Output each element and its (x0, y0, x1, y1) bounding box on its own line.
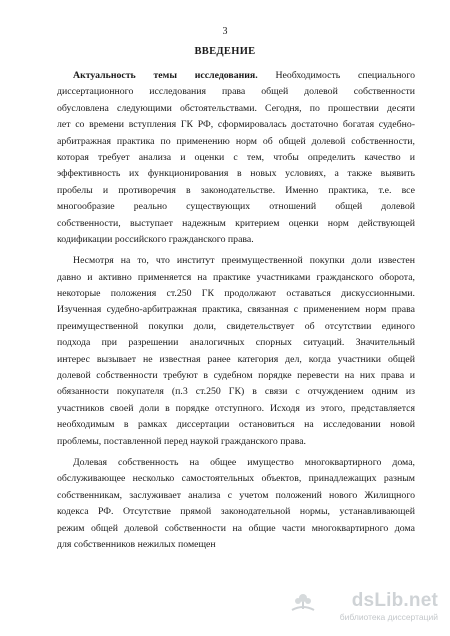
text-line (57, 488, 415, 504)
watermark (288, 590, 438, 626)
text-line (57, 183, 415, 199)
line-text: обслуживающее несколько самостоятельных объектов, принадлежащих разным (57, 473, 415, 485)
line-text: кодификации российского гражданского права. (57, 233, 254, 245)
line-text: эффективность их функционирования в новых условиях, а также выявить (57, 168, 415, 180)
line-text: проблемы, поставленной перед наукой гражданского права. (57, 435, 307, 447)
page-number: 3 (222, 26, 228, 37)
line-text: обусловлена следующими обстоятельствами. Сегодня, по прошествии десяти (57, 102, 415, 114)
text-line (57, 537, 415, 553)
line-text: арбитражная практика по применению норм об общей долевой собственности, (57, 135, 415, 147)
text-line (57, 434, 415, 450)
text-line (57, 216, 415, 232)
paragraph (57, 253, 415, 450)
text-line (57, 521, 415, 537)
tree-book-icon (288, 592, 318, 614)
line-text: Несмотря на то, что институт преимущественной покупки доли известен (73, 255, 415, 267)
line-text: пробелы и противоречия в законодательстве. Именно практика, т.е. все (57, 184, 415, 196)
text-line (57, 232, 415, 248)
text-line (57, 84, 415, 100)
line-text: многообразие реально существующих отношений общей долевой (57, 201, 415, 213)
line-text: лет со времени вступления ГК РФ, сформировалась достаточно богатая судебно- (57, 119, 415, 131)
line-text: кодекса РФ. Отсутствие прямой законодательной нормы, устанавливающей (57, 506, 415, 518)
line-text: собственности, выступает надежным критерием оценки норм действующей (57, 217, 415, 229)
text-line (57, 352, 415, 368)
text-line (57, 368, 415, 384)
text-line (57, 504, 415, 520)
text-line (57, 335, 415, 351)
text-line (57, 101, 415, 117)
watermark-subtitle: библиотека диссертаций (339, 612, 438, 622)
line-text: которая требует анализа и оценки с тем, чтобы определить качество и (57, 151, 415, 163)
line-text: долевой собственности требуют в судебном порядке перевести на них права и (57, 370, 415, 382)
text-line (57, 166, 415, 182)
bold-heading-run: Актуальность темы исследования. (73, 70, 258, 81)
text-line (57, 68, 415, 84)
text-line (57, 253, 415, 269)
text-line (57, 150, 415, 166)
text-line (57, 302, 415, 318)
line-text: режим общей долевой собственности на общие части многоквартирного дома (57, 522, 415, 534)
paragraph (57, 455, 415, 553)
text-line (57, 270, 415, 286)
line-text: подхода при разрешении аналогичных спорных ситуаций. Значительный (57, 337, 415, 349)
line-text: давно и активно применяется на практике участниками гражданского оборота, (57, 271, 415, 283)
line-text: диссертационного исследования права общей долевой собственности (57, 86, 415, 98)
line-text: Необходимость специального (257, 70, 416, 81)
text-line (57, 117, 415, 133)
text-line (57, 286, 415, 302)
paragraph (57, 68, 415, 248)
text-line (57, 417, 415, 433)
text-line (57, 471, 415, 487)
line-text: собственникам, заслуживает анализа с учетом положений нового Жилищного (57, 489, 415, 501)
section-title: ВВЕДЕНИЕ (194, 46, 256, 57)
line-text: интерес вызывает не известная ранее категория дел, когда участники общей (57, 353, 415, 365)
text-line (57, 384, 415, 400)
line-text: для собственников нежилых помещен (57, 538, 216, 550)
text-line (57, 134, 415, 150)
text-line (57, 455, 415, 471)
line-text: обязанности покупателя (п.3 ст.250 ГК) в связи с отчуждением одним из (57, 386, 415, 398)
watermark-logo[interactable]: dsLib.net (351, 590, 438, 611)
line-text: необходимым в рамках диссертации остановиться на исследовании новой (57, 419, 415, 431)
line-text: некоторые положения ст.250 ГК продолжают оставаться дискуссионными. (57, 288, 415, 300)
line-text: Долевая собственность на общее имущество многоквартирного дома, (73, 456, 415, 468)
line-text: участников своей доли в порядке отступного. Исходя из этого, представляется (57, 402, 415, 414)
line-text: преимущественной покупки доли, свидетельствует об отсутствии единого (57, 320, 415, 332)
text-line (57, 319, 415, 335)
line-text: Изученная судебно-арбитражная практика, связанная с применением норм права (57, 304, 415, 316)
text-line (57, 401, 415, 417)
document-body (57, 68, 415, 553)
text-line (57, 199, 415, 215)
